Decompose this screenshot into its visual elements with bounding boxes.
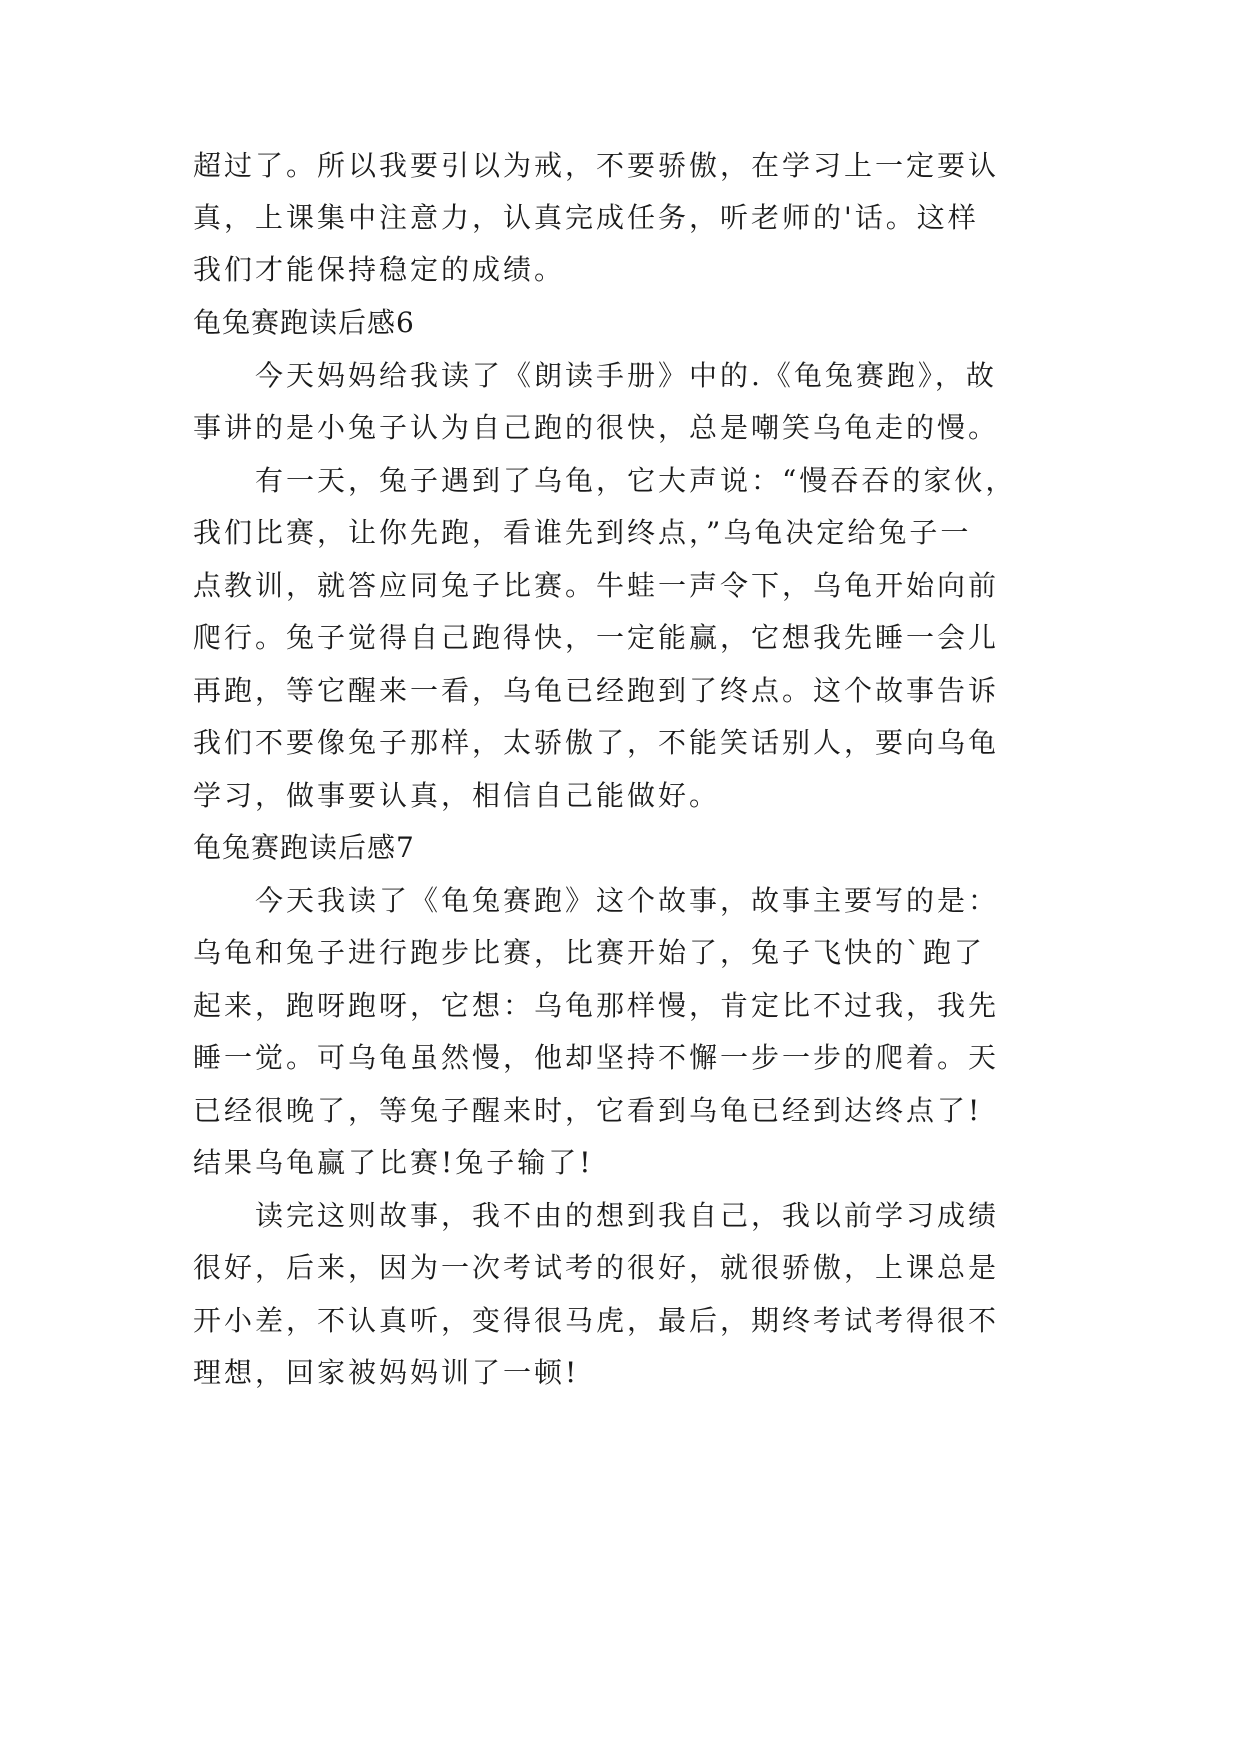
- paragraph-line: 爬行。兔子觉得自己跑得快，一定能赢，它想我先睡一会儿: [193, 621, 1000, 654]
- paragraph-line: 开小差，不认真听，变得很马虎，最后，期终考试考得很不: [193, 1304, 1000, 1337]
- paragraph-line: 学习，做事要认真，相信自己能做好。: [193, 779, 721, 812]
- paragraph-line: 睡一觉。可乌龟虽然慢，他却坚持不懈一步一步的爬着。天: [193, 1041, 1000, 1074]
- paragraph-line: 理想，回家被妈妈训了一顿!: [193, 1356, 580, 1389]
- paragraph-line: 已经很晚了，等兔子醒来时，它看到乌龟已经到达终点了!: [193, 1094, 983, 1127]
- paragraph-line: 点教训，就答应同兔子比赛。牛蛙一声令下，乌龟开始向前: [193, 569, 1000, 602]
- paragraph-line: 我们才能保持稳定的成绩。: [193, 253, 566, 286]
- paragraph-line: 有一天，兔子遇到了乌龟，它大声说：“慢吞吞的家伙，: [255, 464, 1017, 497]
- paragraph-line: 今天我读了《龟兔赛跑》这个故事，故事主要写的是：: [255, 884, 1000, 917]
- paragraph-line: 再跑，等它醒来一看，乌龟已经跑到了终点。这个故事告诉: [193, 674, 1000, 707]
- section-heading: 龟兔赛跑读后感6: [193, 306, 415, 339]
- paragraph-line: 我们不要像兔子那样，太骄傲了，不能笑话别人，要向乌龟: [193, 726, 1000, 759]
- paragraph-line: 读完这则故事，我不由的想到我自己，我以前学习成绩: [255, 1199, 1000, 1232]
- paragraph-line: 结果乌龟赢了比赛!兔子输了!: [193, 1146, 594, 1179]
- section-heading: 龟兔赛跑读后感7: [193, 831, 415, 864]
- paragraph-line: 我们比赛，让你先跑，看谁先到终点，”乌龟决定给兔子一: [193, 516, 972, 549]
- paragraph-line: 很好，后来，因为一次考试考的很好，就很骄傲，上课总是: [193, 1251, 1000, 1284]
- paragraph-line: 起来，跑呀跑呀，它想：乌龟那样慢，肯定比不过我，我先: [193, 989, 1000, 1022]
- paragraph-line: 乌龟和兔子进行跑步比赛，比赛开始了，兔子飞快的`跑了: [193, 936, 986, 969]
- paragraph-line: 真，上课集中注意力，认真完成任务，听老师的'话。这样: [193, 201, 979, 234]
- paragraph-line: 今天妈妈给我读了《朗读手册》中的.《龟兔赛跑》，故: [255, 359, 997, 392]
- paragraph-line: 超过了。所以我要引以为戒，不要骄傲，在学习上一定要认: [193, 149, 1000, 182]
- paragraph-line: 事讲的是小兔子认为自己跑的很快，总是嘲笑乌龟走的慢。: [193, 411, 1000, 444]
